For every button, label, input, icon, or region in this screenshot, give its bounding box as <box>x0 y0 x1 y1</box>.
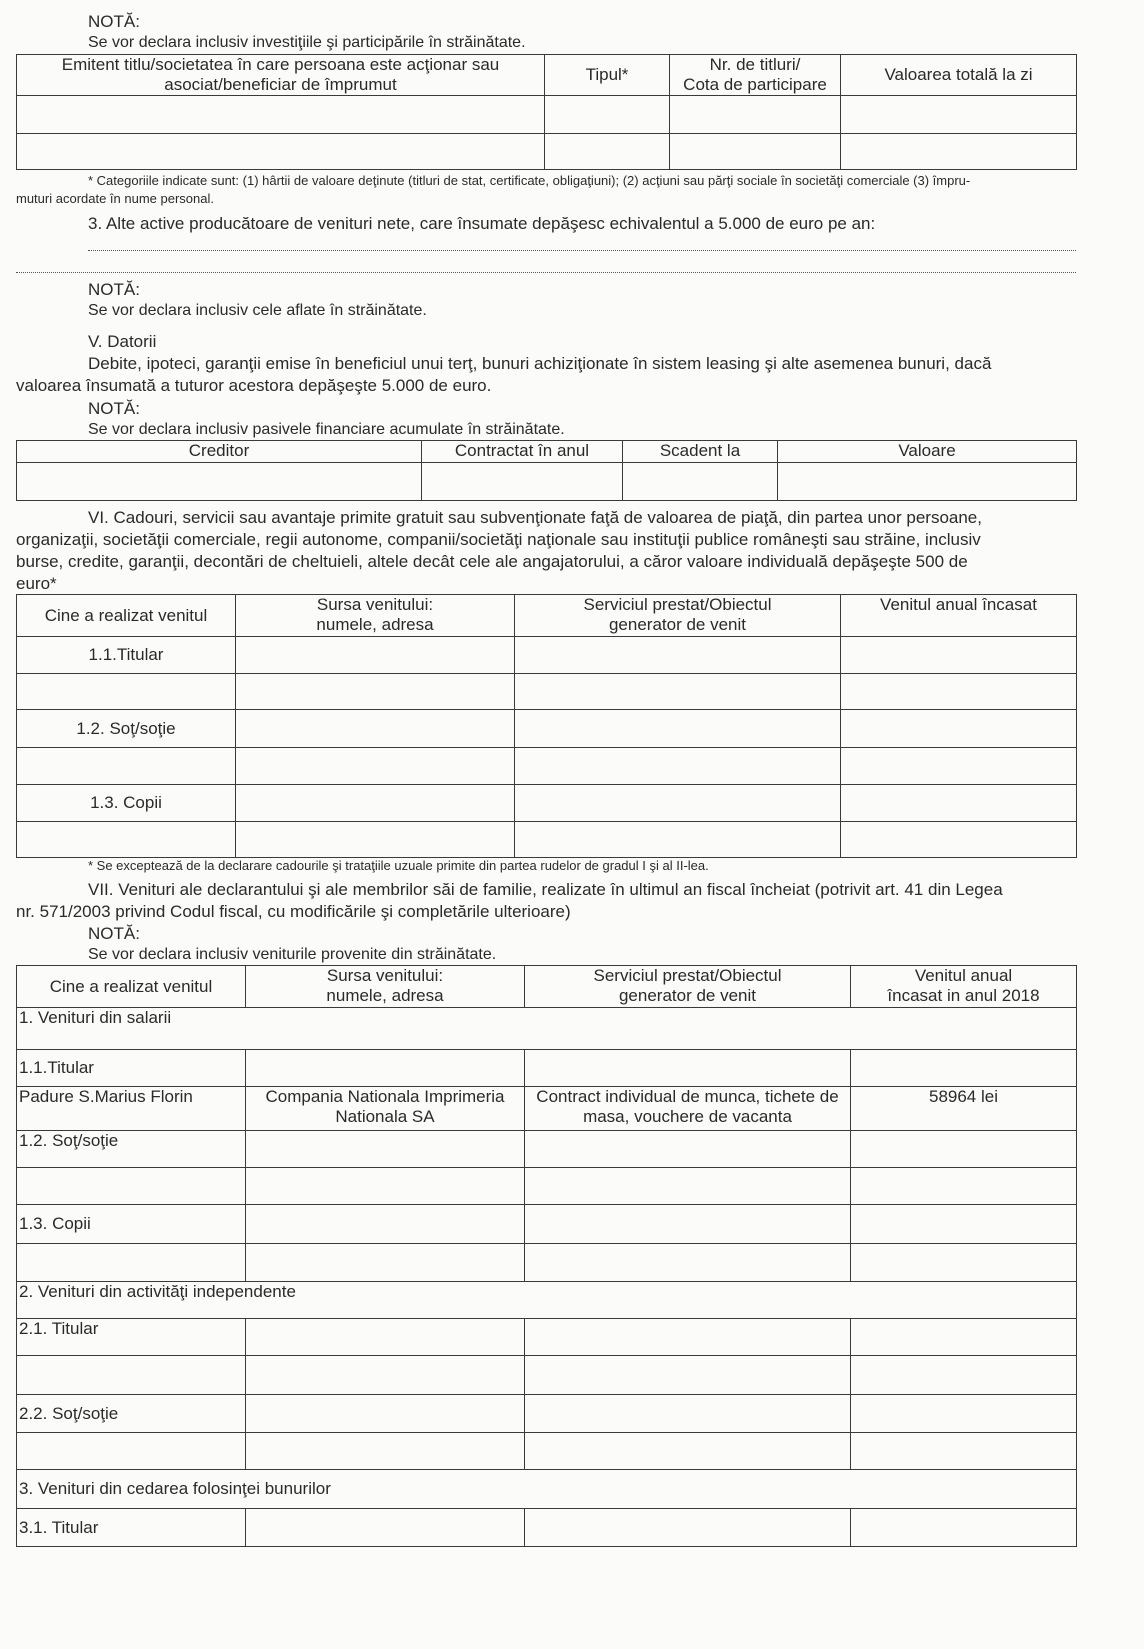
category-property-use: 3. Venituri din cedarea folosinţei bunurilor <box>17 1470 1077 1509</box>
header-due-date: Scadent la <box>623 441 778 463</box>
row-label-spouse: 1.2. Soţ/soţie <box>17 1131 246 1168</box>
table-row <box>17 1470 1077 1509</box>
header-service: Serviciul prestat/Obiectul generator de venit <box>515 595 841 637</box>
nota-text-debts: Se vor declara inclusiv pasivele financiare acumulate în străinătate. <box>88 421 565 438</box>
gifts-paragraph-1: VI. Cadouri, servicii sau avantaje primite gratuit sau subvenţionate faţă de valoarea de piaţă, din partea unor persoane, <box>88 508 982 527</box>
nota-label-income: NOTĂ: <box>88 924 140 943</box>
header-contracted-year: Contractat în anul <box>422 441 623 463</box>
row-label-titular: 3.1. Titular <box>17 1509 246 1547</box>
table-row <box>17 1395 1077 1433</box>
header-creditor: Creditor <box>17 441 422 463</box>
table-row <box>17 1168 1077 1205</box>
table-row <box>17 1356 1077 1395</box>
table-row <box>17 134 1077 170</box>
table-row <box>17 1008 1077 1050</box>
header-issuer: Emitent titlu/societatea în care persoana este acţionar sau asociat/beneficiar de împrumut <box>17 55 545 96</box>
table-row <box>17 674 1077 710</box>
gifts-paragraph-3: burse, credite, garanţii, decontări de cheltuieli, altele decât cele ale angajatorului, a căror valoare individuală depăşeşte 500 de <box>16 552 968 571</box>
table-row <box>17 1282 1077 1319</box>
other-assets-item: 3. Alte active producătoare de venituri nete, care însumate depăşesc echivalentul a 5.000 de euro pe an: <box>88 214 876 233</box>
table-row <box>17 748 1077 785</box>
table-row <box>17 463 1077 501</box>
income-service: Contract individual de munca, tichete de masa, vouchere de vacanta <box>525 1087 851 1131</box>
section-title-debts: V. Datorii <box>88 332 157 351</box>
earner-name: Padure S.Marius Florin <box>17 1087 246 1131</box>
table-row <box>17 1205 1077 1244</box>
table-row <box>17 1509 1077 1547</box>
debts-paragraph-2: valoarea însumată a tuturor acestora depăşeşte 5.000 de euro. <box>16 376 492 395</box>
income-paragraph-2: nr. 571/2003 privind Codul fiscal, cu modificările şi completările ulterioare) <box>16 902 571 921</box>
header-who-earned: Cine a realizat venitul <box>17 966 246 1008</box>
nota-label-investments: NOTĂ: <box>88 12 140 31</box>
investments-table <box>16 54 1077 170</box>
nota-label-debts: NOTĂ: <box>88 399 140 418</box>
debts-paragraph-1: Debite, ipoteci, garanţii emise în beneficiul unui terţ, bunuri achiziţionate în sistem leasing şi alte asemenea bunuri, dacă <box>88 354 992 373</box>
row-label-spouse: 2.2. Soţ/soţie <box>17 1395 246 1433</box>
table-row <box>17 1319 1077 1356</box>
table-row <box>17 1050 1077 1087</box>
nota-text-assets: Se vor declara inclusiv cele aflate în străinătate. <box>88 302 427 319</box>
header-annual-income: Venitul anual încasat <box>841 595 1077 637</box>
header-type: Tipul* <box>545 55 670 96</box>
table-row <box>17 1087 1077 1131</box>
table-row <box>17 1433 1077 1470</box>
investments-footnote-2: muturi acordate în nume personal. <box>16 191 214 206</box>
debts-table <box>16 440 1077 501</box>
table-row <box>17 1131 1077 1168</box>
row-label-titular: 2.1. Titular <box>17 1319 246 1356</box>
income-paragraph-1: VII. Venituri ale declarantului şi ale membrilor săi de familie, realizate în ultimul an fiscal încheiat (potrivit art. 41 din Legea <box>88 880 1003 899</box>
header-value: Valoare <box>778 441 1077 463</box>
header-service: Serviciul prestat/Obiectul generator de venit <box>525 966 851 1008</box>
investments-footnote-1: * Categoriile indicate sunt: (1) hârtii de valoare deţinute (titluri de stat, certificate, obligaţiuni); (2) acţiuni sau părţi sociale în societăţi comerciale (3) împru- <box>88 173 971 188</box>
header-source: Sursa venitului: numele, adresa <box>246 966 525 1008</box>
header-who-earned: Cine a realizat venitul <box>17 595 236 637</box>
nota-text-income: Se vor declara inclusiv veniturile provenite din străinătate. <box>88 946 497 963</box>
table-row <box>17 637 1077 674</box>
table-row <box>17 785 1077 822</box>
table-row <box>17 1244 1077 1282</box>
table-row <box>17 822 1077 858</box>
header-source: Sursa venitului: numele, adresa <box>236 595 515 637</box>
gifts-footnote: * Se exceptează de la declarare cadourile şi trataţiile uzuale primite din partea rudelor de gradul I şi al II-lea. <box>88 858 709 873</box>
row-label-children: 1.3. Copii <box>17 785 236 822</box>
income-source: Compania Nationala Imprimeria Nationala SA <box>246 1087 525 1131</box>
income-table <box>16 965 1077 1547</box>
header-shares: Nr. de titluri/ Cota de participare <box>670 55 841 96</box>
gifts-paragraph-2: organizaţii, societăţii comerciale, regii autonome, companii/societăţi naţionale sau instituţii publice româneşti sau străine, inclusiv <box>16 530 981 549</box>
dotted-line <box>16 272 1076 273</box>
header-annual-income: Venitul anual încasat in anul 2018 <box>851 966 1077 1008</box>
category-independent: 2. Venituri din activităţi independente <box>17 1282 1077 1319</box>
income-amount: 58964 lei <box>851 1087 1077 1131</box>
header-total-value: Valoarea totală la zi <box>841 55 1077 96</box>
row-label-spouse: 1.2. Soţ/soţie <box>17 710 236 748</box>
row-label-titular: 1.1.Titular <box>17 637 236 674</box>
table-row <box>17 710 1077 748</box>
gifts-table <box>16 594 1077 858</box>
category-salaries: 1. Venituri din salarii <box>17 1008 1077 1050</box>
gifts-paragraph-4: euro* <box>16 574 57 593</box>
nota-text-investments: Se vor declara inclusiv investiţiile şi participările în străinătate. <box>88 34 526 51</box>
dotted-line <box>88 250 1076 251</box>
nota-label-assets: NOTĂ: <box>88 280 140 299</box>
row-label-children: 1.3. Copii <box>17 1205 246 1244</box>
row-label-titular: 1.1.Titular <box>17 1050 246 1087</box>
table-row <box>17 96 1077 134</box>
